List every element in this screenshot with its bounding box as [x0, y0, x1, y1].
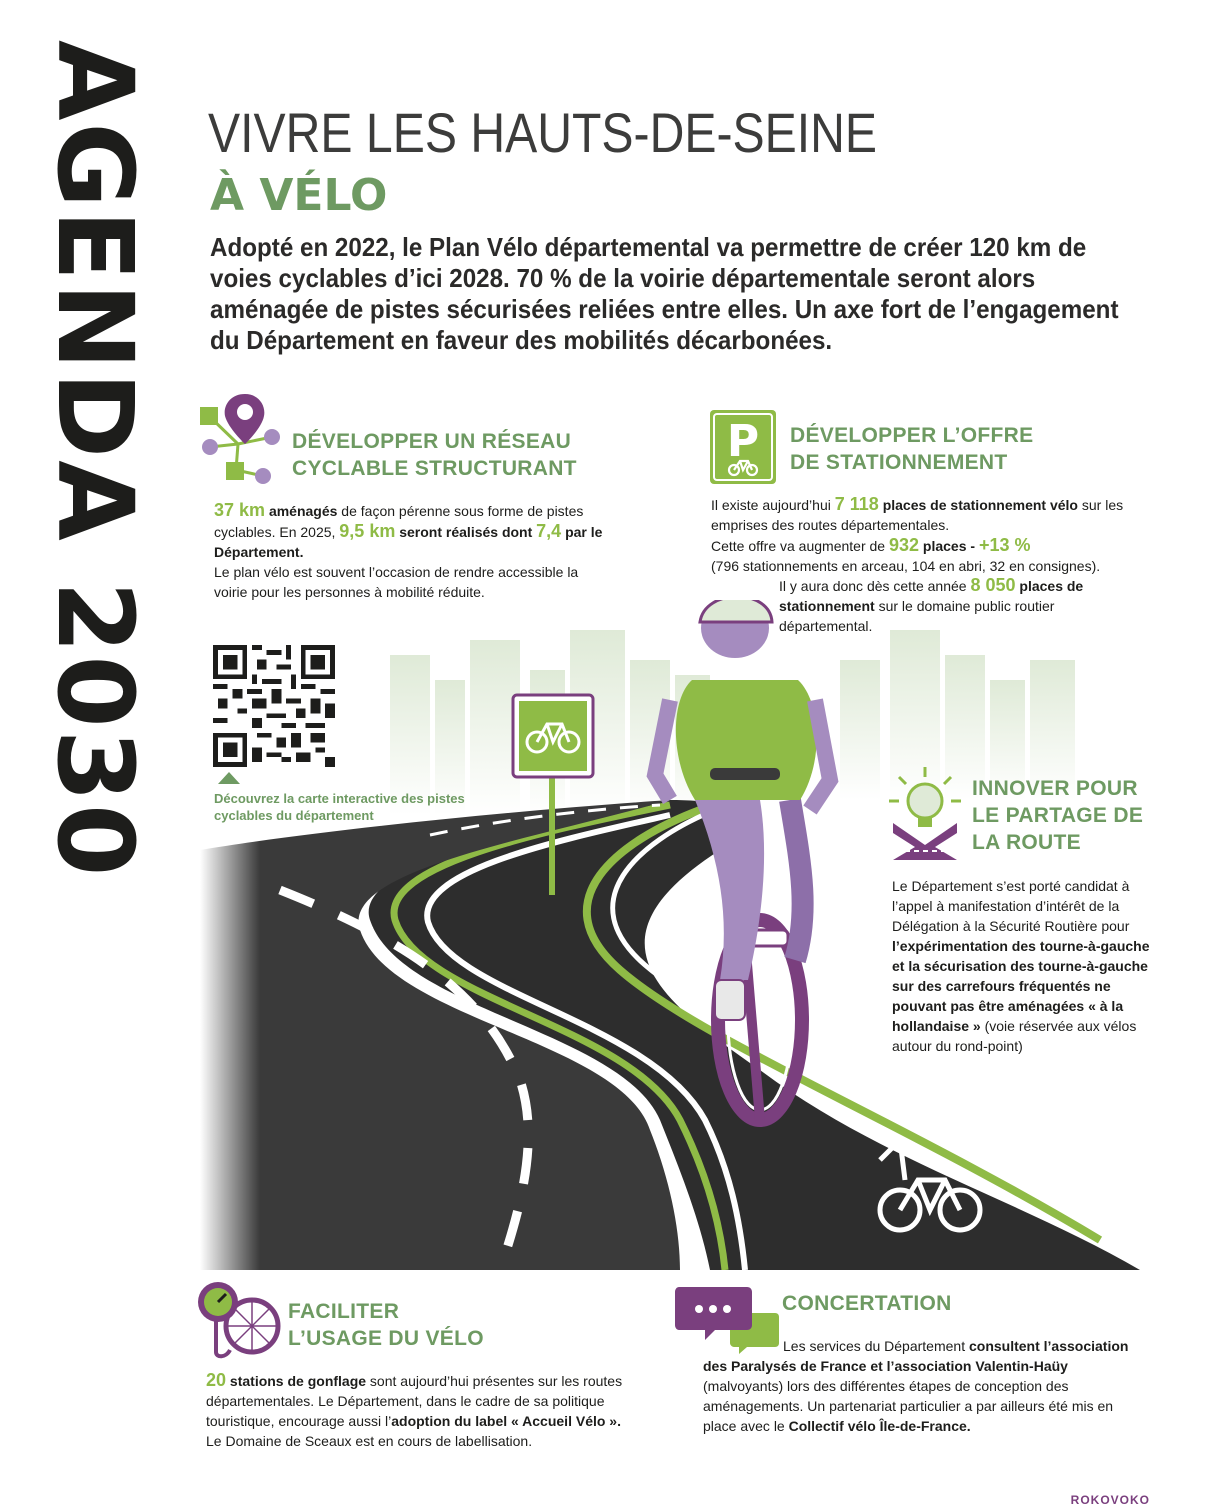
- section-text-stationnement-2: Il y aura donc dès cette année 8 050 places de stationnement sur le domaine public routier départemental.: [779, 575, 1084, 634]
- caret-up-icon: [218, 772, 240, 784]
- section-text-stationnement: Il existe aujourd’hui 7 118 places de stationnement vélo sur les emprises des routes départementales. Cette offre va augmenter de 932 places - +13 % (796 stationnements en arceau, 104 en abri, 32 en consignes).: [711, 494, 1124, 574]
- page-subtitle: À VÉLO: [210, 170, 388, 221]
- section-title-reseau: DÉVELOPPER UN RÉSEAU CYCLABLE STRUCTURANT: [292, 430, 577, 480]
- qr-code[interactable]: [213, 645, 335, 767]
- svg-text:P: P: [726, 416, 760, 467]
- parking-bike-icon: [710, 410, 776, 484]
- section-title-innover: INNOVER POUR LE PARTAGE DE LA ROUTE: [972, 777, 1144, 854]
- section-text-reseau: 37 km aménagés de façon pérenne sous forme de pistes cyclables. En 2025, 9,5 km seront réalisés dont 7,4 par le Département. Le plan vélo est souvent l’occasion de rendre accessible la voirie pour les personnes à mobilité réduite.: [214, 500, 603, 600]
- section-title-faciliter: FACILITER L’USAGE DU VÉLO: [288, 1300, 484, 1350]
- map-pin-network-icon: [198, 392, 288, 492]
- credit: ROKOVOKO: [1070, 1493, 1150, 1507]
- side-title: AGENDA 2030: [34, 40, 156, 879]
- section-title-stationnement: DÉVELOPPER L’OFFRE DE STATIONNEMENT: [790, 424, 1034, 474]
- section-text-faciliter: 20 stations de gonflage sont aujourd’hui présentes sur les routes départementales. Le Département, dans le cadre de sa politique touristique, encourage aussi l’adoption du label « Accueil Vélo ». Le Domaine de Sceaux est en cours de labellisation.: [206, 1370, 623, 1449]
- section-text-innover: Le Département s’est porté candidat à l’appel à manifestation d’intérêt de la Délégation à la Sécurité Routière pour l’expérimentation des tourne-à-gauche et la sécurisation des tourne-à-gauche sur des carrefours fréquentés ne pouvant pas être aménagées « à la hollandaise » (voie réservée aux vélos autour du rond-point): [892, 878, 1150, 1054]
- page-title: VIVRE LES HAUTS-DE-SEINE: [208, 101, 878, 164]
- section-text-concertation: Les services du Département consultent l’association des Paralysés de France et l’association Valentin-Haüy (malvoyants) lors des différentes étapes de conception des aménagements. Un partenariat particulier a par ailleurs été mis en place avec le Collectif vélo Île-de-France.: [703, 1338, 1129, 1434]
- section-title-concertation: CONCERTATION: [782, 1292, 952, 1315]
- pump-wheel-icon: [196, 1278, 282, 1364]
- qr-caption: Découvrez la carte interactive des pistes cyclables du département: [214, 791, 465, 823]
- intro-paragraph: Adopté en 2022, le Plan Vélo départemental va permettre de créer 120 km de voies cyclables d’ici 2028. 70 % de la voirie départementale seront alors aménagée de pistes sécurisées reliées entre elles. Un axe fort de l’engagement du Département en faveur des mobilités décarbonées.: [210, 232, 1119, 355]
- lightbulb-crossroad-icon: [885, 765, 965, 860]
